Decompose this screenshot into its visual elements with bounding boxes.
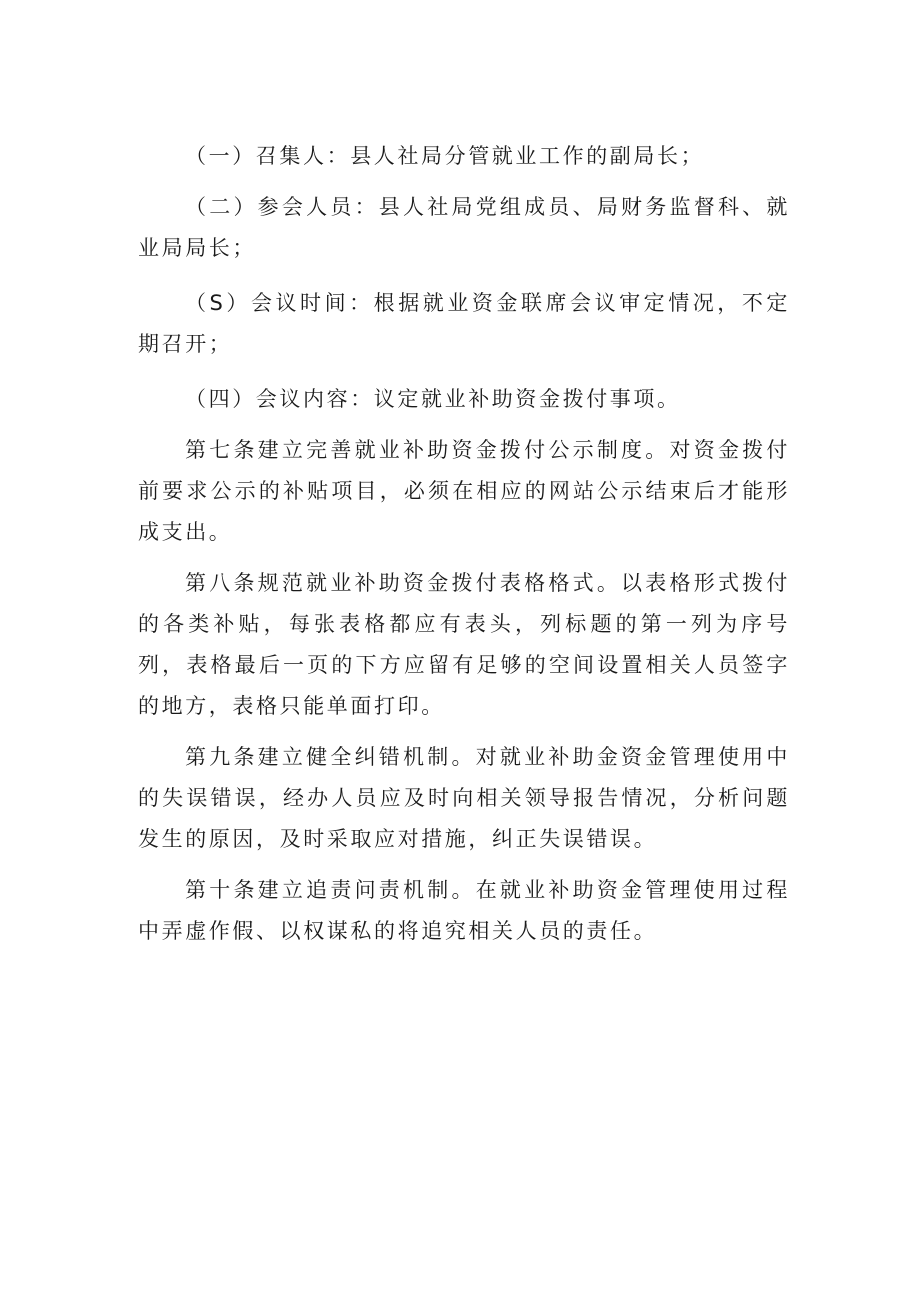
article-8: 第八条规范就业补助资金拨付表格格式。以表格形式拨付的各类补贴，每张表格都应有表头，列标题的第一列为序号列，表格最后一页的下方应留有足够的空间设置相关人员签字的地方，表格只能单面打印。 [138,571,790,718]
document-body [138,136,790,952]
item-convener: （一）召集人：县人社局分管就业工作的副局长； [185,144,705,168]
item-meeting-content: （四）会议内容：议定就业补助资金拨付事项。 [185,387,681,411]
article-7: 第七条建立完善就业补助资金拨付公示制度。对资金拨付前要求公示的补贴项目，必须在相应的网站公示结束后才能形成支出。 [138,438,790,544]
article-9: 第九条建立健全纠错机制。对就业补助金资金管理使用中的失误错误，经办人员应及时向相关领导报告情况，分析问题发生的原因，及时采取应对措施，纠正失误错误。 [138,745,790,851]
article-10: 第十条建立追责问责机制。在就业补助资金管理使用过程中弄虚作假、以权谋私的将追究相关人员的责任。 [138,878,790,943]
item-attendees: （二）参会人员：县人社局党组成员、局财务监督科、就业局局长； [138,195,790,260]
item-meeting-time: （S）会议时间：根据就业资金联席会议审定情况，不定期召开； [138,291,790,356]
